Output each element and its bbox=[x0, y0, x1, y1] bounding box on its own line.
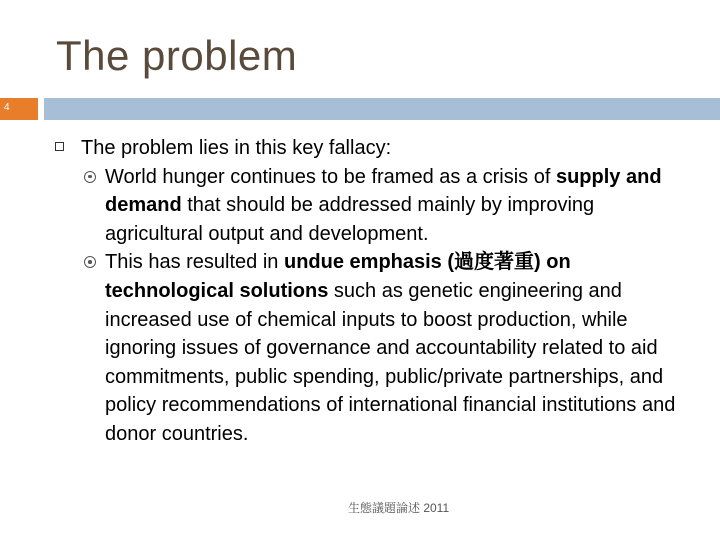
sub-bullet-text: that should be addressed mainly by improving agricultural output and development. bbox=[105, 194, 595, 245]
bullet-item bbox=[55, 134, 695, 163]
circle-bullet-icon bbox=[84, 256, 96, 268]
slide-footer: 生態議題論述 2011 bbox=[348, 501, 450, 515]
sub-bullet-text: such as genetic engineering and increased use of chemical inputs to boost production, while ignoring issues of governance and accountability related to aid commitments, public spending, public/private partnerships, and policy recommendations of international financial institutions and donor countries. bbox=[105, 279, 676, 445]
slide-number: 4 bbox=[4, 102, 10, 113]
header-accent-bar bbox=[44, 98, 720, 120]
sub-bullet-text: World hunger continues to be framed as a crisis of bbox=[105, 165, 556, 188]
sub-bullet-text: This has resulted in bbox=[105, 251, 284, 274]
emphasis-text: undue emphasis (過度著重) on technological solutions bbox=[105, 251, 571, 302]
square-bullet-icon bbox=[55, 142, 64, 151]
slide-body bbox=[55, 134, 695, 449]
bullet-text: The problem lies in this key fallacy: bbox=[81, 137, 392, 159]
sub-bullet-item bbox=[81, 163, 695, 249]
circle-bullet-icon bbox=[84, 171, 96, 183]
sub-bullet-list bbox=[55, 163, 695, 449]
slide-number-bar bbox=[0, 98, 38, 120]
sub-bullet-item bbox=[81, 248, 695, 448]
emphasis-text: supply and demand bbox=[105, 165, 662, 217]
slide-title: The problem bbox=[56, 32, 298, 79]
